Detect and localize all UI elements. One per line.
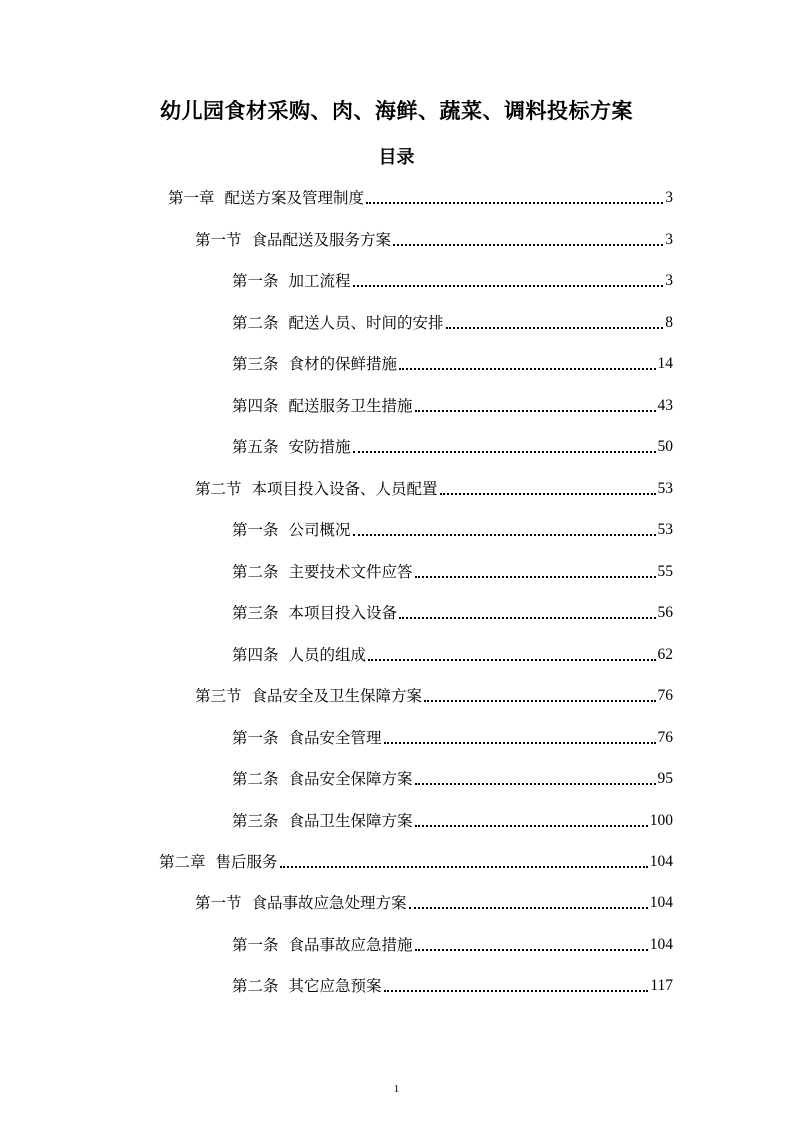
toc-article[interactable] bbox=[232, 561, 673, 583]
toc-page-number: 50 bbox=[657, 438, 673, 455]
toc-leader-dots bbox=[280, 865, 648, 868]
toc-leader-dots bbox=[415, 575, 656, 578]
toc-entry-number: 第五条 bbox=[232, 438, 279, 456]
toc-page-number: 104 bbox=[649, 853, 673, 870]
toc-page-number: 3 bbox=[665, 272, 673, 289]
toc-chapter[interactable] bbox=[159, 851, 673, 873]
toc-article[interactable] bbox=[232, 436, 673, 458]
toc-page-number: 43 bbox=[657, 397, 673, 414]
toc-leader-dots bbox=[384, 989, 649, 992]
toc-article[interactable] bbox=[232, 519, 673, 541]
toc-entry-number: 第四条 bbox=[232, 397, 279, 415]
toc-entry-title: 食材的保鲜措施 bbox=[288, 355, 398, 373]
toc-page-number: 62 bbox=[657, 646, 673, 663]
toc-article[interactable] bbox=[232, 727, 673, 749]
toc-entry-title: 食品安全及卫生保障方案 bbox=[251, 687, 423, 705]
toc-entry-title: 人员的组成 bbox=[288, 646, 367, 664]
toc-leader-dots bbox=[353, 533, 656, 536]
toc-page-number: 53 bbox=[657, 480, 673, 497]
toc-entry-title: 食品事故应急处理方案 bbox=[251, 894, 407, 912]
page-number: 1 bbox=[393, 1083, 400, 1095]
toc-leader-dots bbox=[415, 782, 656, 785]
toc-section[interactable] bbox=[195, 685, 673, 707]
toc-entry-title: 配送人员、时间的安排 bbox=[288, 314, 444, 332]
document-title: 幼儿园食材采购、肉、海鲜、蔬菜、调料投标方案 bbox=[160, 99, 633, 123]
toc-page-number: 76 bbox=[657, 687, 673, 704]
toc-entry-number: 第一节 bbox=[195, 231, 242, 249]
toc-chapter[interactable] bbox=[168, 187, 673, 209]
toc-leader-dots bbox=[393, 243, 663, 246]
toc-entry-number: 第一章 bbox=[168, 189, 215, 207]
toc-article[interactable] bbox=[232, 395, 673, 417]
toc-article[interactable] bbox=[232, 270, 673, 292]
toc-article[interactable] bbox=[232, 602, 673, 624]
toc-page-number: 100 bbox=[649, 812, 673, 829]
toc-heading: 目录 bbox=[378, 147, 415, 168]
toc-entry-title: 食品配送及服务方案 bbox=[251, 231, 392, 249]
toc-entry-number: 第三条 bbox=[232, 604, 279, 622]
toc-entry-title: 食品安全管理 bbox=[288, 729, 382, 747]
toc-article[interactable] bbox=[232, 353, 673, 375]
toc-entry-title: 食品卫生保障方案 bbox=[288, 812, 413, 830]
toc-page-number: 95 bbox=[657, 770, 673, 787]
toc-page-number: 8 bbox=[665, 314, 673, 331]
toc-leader-dots bbox=[415, 409, 656, 412]
toc-page-number: 117 bbox=[650, 977, 673, 994]
toc-article[interactable] bbox=[232, 644, 673, 666]
toc-article[interactable] bbox=[232, 810, 673, 832]
toc-entry-number: 第二节 bbox=[195, 480, 242, 498]
toc-page-number: 53 bbox=[657, 521, 673, 538]
toc-leader-dots bbox=[424, 699, 655, 702]
toc-entry-title: 食品安全保障方案 bbox=[288, 770, 413, 788]
toc-article[interactable] bbox=[232, 312, 673, 334]
toc-leader-dots bbox=[384, 741, 656, 744]
toc-leader-dots bbox=[399, 616, 655, 619]
toc-entry-title: 本项目投入设备 bbox=[288, 604, 398, 622]
toc-entry-number: 第二条 bbox=[232, 314, 279, 332]
toc-leader-dots bbox=[366, 201, 663, 204]
toc-entry-title: 配送服务卫生措施 bbox=[288, 397, 413, 415]
toc-entry-number: 第四条 bbox=[232, 646, 279, 664]
toc-article[interactable] bbox=[232, 975, 673, 997]
toc-section[interactable] bbox=[195, 229, 673, 251]
toc-page-number: 104 bbox=[649, 936, 673, 953]
toc-entry-number: 第一条 bbox=[232, 729, 279, 747]
toc-entry-title: 加工流程 bbox=[288, 272, 351, 290]
toc-entry-number: 第三条 bbox=[232, 812, 279, 830]
toc-leader-dots bbox=[440, 492, 656, 495]
toc-entry-number: 第一节 bbox=[195, 894, 242, 912]
toc-entry-title: 安防措施 bbox=[288, 438, 351, 456]
toc-page-number: 104 bbox=[649, 894, 673, 911]
toc-entry-number: 第一条 bbox=[232, 272, 279, 290]
toc-leader-dots bbox=[353, 284, 664, 287]
toc-leader-dots bbox=[409, 906, 648, 909]
toc-entry-number: 第一条 bbox=[232, 936, 279, 954]
toc-article[interactable] bbox=[232, 768, 673, 790]
toc-entry-title: 其它应急预案 bbox=[288, 977, 382, 995]
toc-entry-title: 本项目投入设备、人员配置 bbox=[251, 480, 438, 498]
toc-entry-title: 配送方案及管理制度 bbox=[224, 189, 365, 207]
toc-page-number: 3 bbox=[665, 189, 673, 206]
toc-leader-dots bbox=[353, 450, 656, 453]
toc-leader-dots bbox=[399, 367, 655, 370]
toc-entry-number: 第二章 bbox=[159, 853, 206, 871]
toc-entry-number: 第二条 bbox=[232, 977, 279, 995]
toc-page-number: 14 bbox=[657, 355, 673, 372]
toc-entry-title: 售后服务 bbox=[215, 853, 278, 871]
toc-leader-dots bbox=[415, 948, 648, 951]
toc-section[interactable] bbox=[195, 892, 673, 914]
toc-leader-dots bbox=[446, 326, 664, 329]
toc-entry-number: 第三节 bbox=[195, 687, 242, 705]
toc-entry-number: 第一条 bbox=[232, 521, 279, 539]
toc-page-number: 55 bbox=[657, 563, 673, 580]
toc-entry-title: 公司概况 bbox=[288, 521, 351, 539]
toc-page-number: 56 bbox=[657, 604, 673, 621]
toc-entry-title: 主要技术文件应答 bbox=[288, 563, 413, 581]
toc-entry-number: 第二条 bbox=[232, 563, 279, 581]
toc-page-number: 76 bbox=[657, 729, 673, 746]
toc-entry-title: 食品事故应急措施 bbox=[288, 936, 413, 954]
toc-article[interactable] bbox=[232, 934, 673, 956]
toc-section[interactable] bbox=[195, 478, 673, 500]
toc-leader-dots bbox=[415, 824, 648, 827]
toc-entry-number: 第三条 bbox=[232, 355, 279, 373]
toc-entry-number: 第二条 bbox=[232, 770, 279, 788]
toc-page-number: 3 bbox=[665, 231, 673, 248]
toc-leader-dots bbox=[368, 658, 655, 661]
